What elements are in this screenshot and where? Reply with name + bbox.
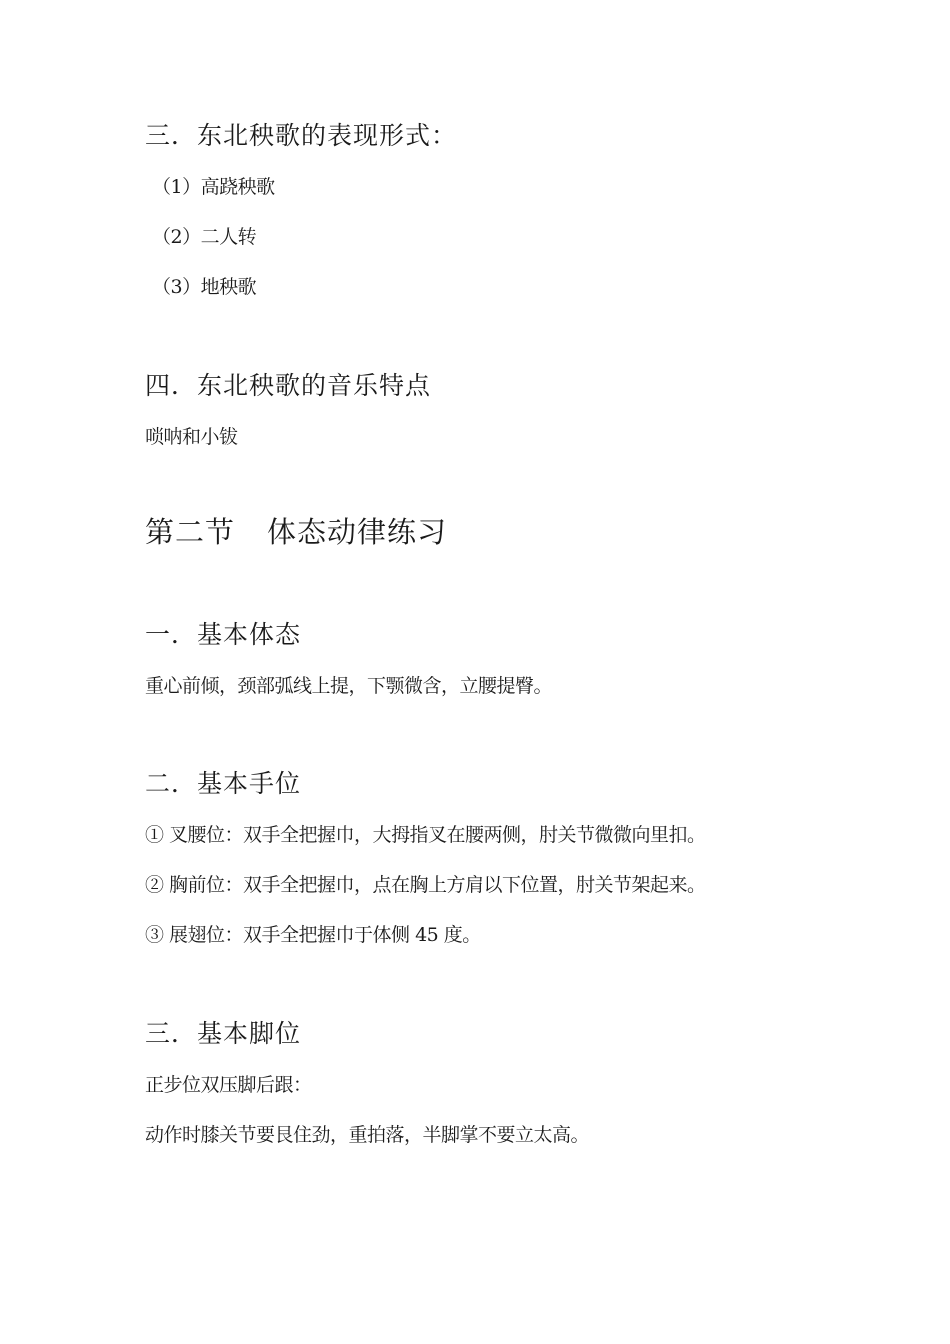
paragraph: 重心前倾，颈部弧线上提，下颚微含，立腰提臀。 xyxy=(145,675,553,697)
chapter-number: 第二节 xyxy=(145,515,236,549)
list-item: ③ 展翅位：双手全把握巾于体侧 45 度。 xyxy=(145,924,481,946)
subsection-heading-foot-positions: 三．基本脚位 xyxy=(145,1019,302,1048)
list-item: （3）地秧歌 xyxy=(152,276,257,298)
chapter-title: 体态动律练习 xyxy=(267,515,448,549)
chapter-heading xyxy=(145,510,447,551)
paragraph: 动作时膝关节要艮住劲，重拍落，半脚掌不要立太高。 xyxy=(145,1124,590,1146)
list-item: （1）高跷秧歌 xyxy=(152,176,275,198)
section-heading-forms: 三．东北秧歌的表现形式： xyxy=(145,121,458,150)
subsection-heading-posture: 一．基本体态 xyxy=(145,620,302,649)
subsection-heading-hand-positions: 二．基本手位 xyxy=(145,769,302,798)
paragraph: 唢呐和小钹 xyxy=(145,426,238,448)
section-heading-music: 四．东北秧歌的音乐特点 xyxy=(145,371,432,400)
list-item: ② 胸前位：双手全把握巾，点在胸上方肩以下位置，肘关节架起来。 xyxy=(145,874,706,896)
paragraph: 正步位双压脚后跟： xyxy=(145,1074,312,1096)
list-item: （2）二人转 xyxy=(152,226,257,248)
list-item: ① 叉腰位：双手全把握巾，大拇指叉在腰两侧，肘关节微微向里扣。 xyxy=(145,824,706,846)
